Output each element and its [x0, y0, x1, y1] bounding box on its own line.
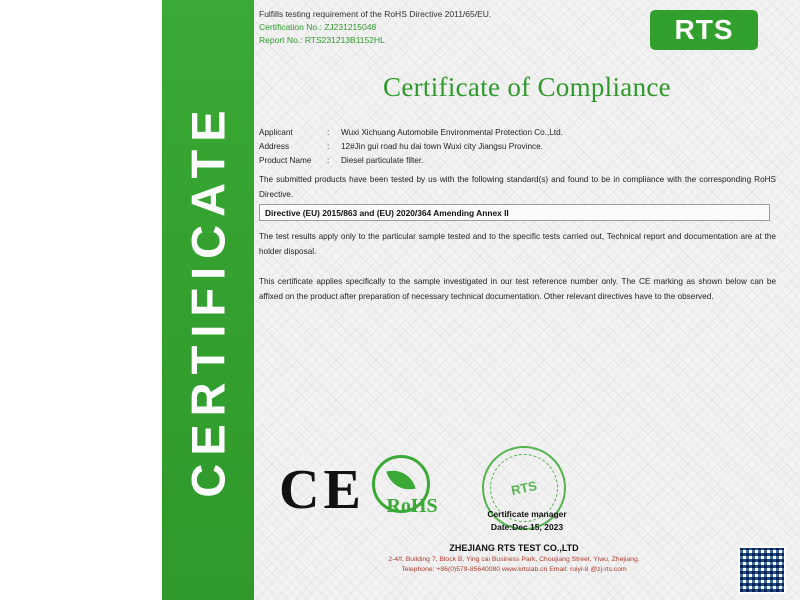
header-certification-no: Certification No.: ZJ231215048: [259, 22, 377, 32]
paragraph-compliance: The submitted products have been tested by us with the following standard(s) and found to be in compliance with the corresponding RoHS Directive.: [259, 175, 776, 199]
green-side-band: [162, 0, 254, 600]
header-info-block: [259, 8, 589, 47]
footer-block: [254, 542, 774, 575]
field-row-applicant: [259, 126, 779, 140]
certificate-content: [254, 0, 800, 600]
field-label-product-name: Product Name: [259, 156, 312, 165]
field-row-address: [259, 140, 779, 154]
rohs-label: RoHS: [386, 495, 438, 517]
field-row-product-name: [259, 154, 779, 168]
field-value-product-name: Diesel particulate filter.: [341, 156, 424, 165]
footer-contact: Telephone: +86(0)579-85640080 www.krtslab.cn Email: ruiyi-8 @zj-rts.com: [401, 566, 627, 573]
footer-company-name: ZHEJIANG RTS TEST CO.,LTD: [449, 543, 579, 553]
field-label-address: Address: [259, 142, 290, 151]
left-margin-strip: [0, 0, 162, 600]
field-value-address: 12#Jin gui road hu dai town Wuxi city Jiangsu Province.: [341, 142, 543, 151]
applicant-fields: [259, 126, 779, 168]
footer-address: 2-4/f, Building 7, Block B, Ying cai Business Park, Choujiang Street, Yiwu, Zhejiang.: [388, 556, 640, 563]
field-label-applicant: Applicant: [259, 128, 293, 137]
field-colon-address: :: [327, 142, 330, 151]
header-fulfills-line: Fulfills testing requirement of the RoHS Directive 2011/65/EU.: [259, 9, 492, 19]
paragraph-ce-marking: This certificate applies specifically to the sample investigated in our test reference number only. The CE marking as shown below can be affixed on the product after preparation of necessary technical documentation. Other relevant directives have to the observed.: [259, 277, 776, 301]
band-word-certificate: CERTIFICATE: [181, 102, 235, 498]
ce-mark-icon: CE: [279, 459, 365, 521]
signature-role: Certificate manager: [487, 509, 567, 519]
signature-block: [472, 508, 582, 534]
field-colon-applicant: :: [327, 128, 330, 137]
directive-reference-box: Directive (EU) 2015/863 and (EU) 2020/364 Amending Annex II: [259, 204, 770, 221]
qr-code-icon: [738, 546, 786, 594]
field-colon-product-name: :: [327, 156, 330, 165]
rohs-mark-icon: [364, 455, 460, 527]
paragraph-test-results: The test results apply only to the particular sample tested and to the specific tests carried out, Technical report and documentation are at the holder disposal.: [259, 232, 776, 256]
field-value-applicant: Wuxi Xichuang Automobile Environmental Protection Co.,Ltd.: [341, 128, 563, 137]
page-title: Certificate of Compliance: [383, 72, 671, 102]
stamp-center-text: RTS: [509, 477, 539, 499]
header-report-no: Report No.: RTS231213B1152HL: [259, 35, 385, 45]
rts-logo: RTS: [650, 10, 758, 50]
signature-date: Date:Dec 15, 2023: [490, 522, 564, 532]
